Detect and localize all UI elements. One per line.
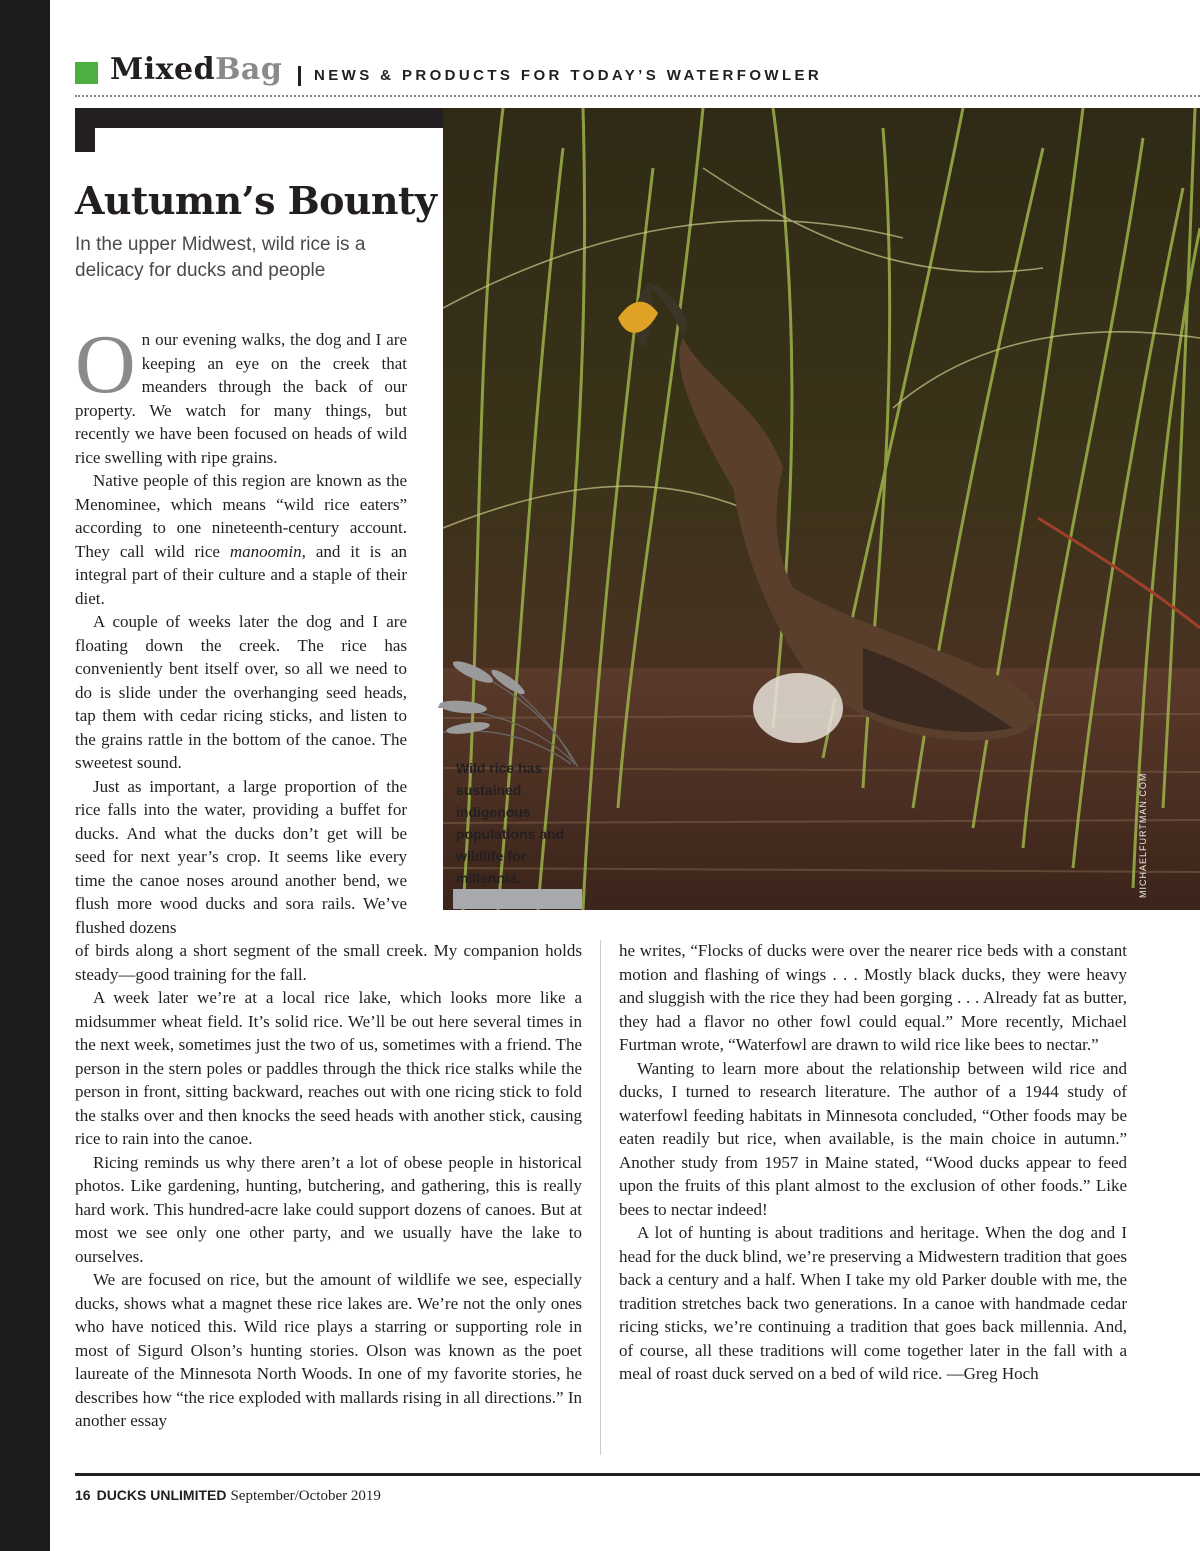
page-spine [0, 0, 50, 1551]
column-divider [600, 940, 601, 1455]
section-marker-square [75, 62, 98, 84]
header-dotted-rule [75, 95, 1200, 97]
paragraph-4-continued: of birds along a short segment of the small creek. My companion holds steady—good training for the fall. [75, 941, 582, 984]
paragraph-8: Wanting to learn more about the relationship between wild rice and ducks, I turned to research literature. The author of a 1944 study of waterfowl feeding habitats in Minnesota concluded, “Other foods may be eaten readily but rice, when available, is the main choice in autumn.” Another study from 1957 in Maine stated, “Wood ducks appear to feed upon the fruits of this plant almost to the exclusion of other foods.” Like bees to nectar indeed! [619, 1058, 1127, 1219]
article-dek: In the upper Midwest, wild rice is a delicacy for ducks and people [75, 234, 366, 281]
title-frame-top [75, 108, 443, 128]
paragraph-1: On our evening walks, the dog and I are keeping an eye on the creek that meanders through the back of our property. We watch for many things, but recently we have been focused on heads of wild rice swelling with ripe grains. [75, 318, 407, 467]
page-footer [75, 1487, 381, 1505]
article-body-column-2 [619, 939, 1127, 1386]
header-separator [298, 66, 301, 86]
article-body-column-1 [75, 318, 407, 939]
paragraph-3: A couple of weeks later the dog and I are floating down the creek. The rice has conveniently bent itself over, so all we need to do is slide under the overhanging seed heads, tap them with cedar ricing sticks, and listen to the grains rattle in the bottom of the canoe. The sweetest sound. [75, 612, 407, 772]
paragraph-2: Native people of this region are known as the Menominee, which means “wild rice eaters” according to one nineteenth-century account. They call wild rice manoomin, and it is an integral part of their culture and a staple of their diet. [75, 471, 407, 608]
section-logo-mixed: Mixed [110, 52, 216, 87]
sidebar-caption: Wild rice has sustained indigenous populations and wildlife for millennia. [456, 760, 565, 886]
footer-rule [75, 1473, 1200, 1476]
paragraph-7: We are focused on rice, but the amount of wildlife we see, especially ducks, shows what a magnet these rice lakes are. We’re not the only ones who have noticed this. Wild rice plays a starring or supporting role in most of Sigurd Olson’s hunting stories. Olson was known as the poet laureate of the Minnesota North Woods. In one of my favorite stories, he describes how “the rice exploded with mallards rising in all directions.” In another essay [75, 1270, 582, 1430]
paragraph-9: A lot of hunting is about traditions and heritage. When the dog and I head for the duck blind, we’re preserving a Midwestern tradition that goes back a century and a half. When I take my old Parker double with me, the tradition stretches back two generations. In a canoe with handmade cedar ricing sticks, we’re continuing a tradition that goes back millennia. And, of course, all these traditions will come together later in the fall with a meal of roast duck served on a bed of wild rice. —Greg Hoch [619, 1223, 1127, 1383]
caption-gray-bar [453, 889, 582, 909]
paragraph-4: Just as important, a large proportion of the rice falls into the water, providing a buffet for ducks. And what the ducks don’t get will be seed for next year’s crop. It seems like every time the canoe noses around another bend, we flush more wood ducks and sora rails. We’ve flushed dozens [75, 776, 407, 937]
drop-cap: O [75, 318, 136, 411]
paragraph-5: A week later we’re at a local rice lake, which looks more like a midsummer wheat field. It’s solid rice. We’ll be out here several times in the next week, sometimes just the two of us, sometimes with a friend. The person in the stern poles or paddles through the thick rice stalks while the person in front, sitting backward, reaches out with one ricing stick to fold the stalks over and then knocks the seed heads with another stick, causing rice to rain into the canoe. [75, 988, 582, 1148]
page-number: 16 [75, 1487, 91, 1503]
paragraph-7-continued: he writes, “Flocks of ducks were over the nearer rice beds with a constant motion and flashing of wings . . . Mostly black ducks, they were heavy and sluggish with the rice they had been gorging . . . Already fat as butter, they had a flavor no other fowl could equal.” More recently, Michael Furtman wrote, “Waterfowl are drawn to wild rice like bees to nectar.” [619, 941, 1127, 1054]
article-body-column-1-lower [75, 939, 582, 1433]
section-logo [110, 52, 282, 87]
publication-name: DUCKS UNLIMITED [96, 1487, 227, 1503]
article-title: Autumn’s Bounty [75, 178, 437, 223]
issue-date: September/October 2019 [230, 1488, 381, 1504]
paragraph-6: Ricing reminds us why there aren’t a lot of obese people in historical photos. Like gardening, hunting, butchering, and gathering, this is really hard work. This hundred-acre lake could support dozens of canoes. But at most we see only one other party, and we usually have the lake to ourselves. [75, 1152, 582, 1266]
section-tagline: NEWS & PRODUCTS FOR TODAY’S WATERFOWLER [314, 67, 823, 84]
photo-credit: MICHAELFURTMAN.COM [1138, 772, 1148, 898]
section-logo-bag: Bag [215, 52, 283, 87]
title-frame-left [75, 108, 95, 152]
